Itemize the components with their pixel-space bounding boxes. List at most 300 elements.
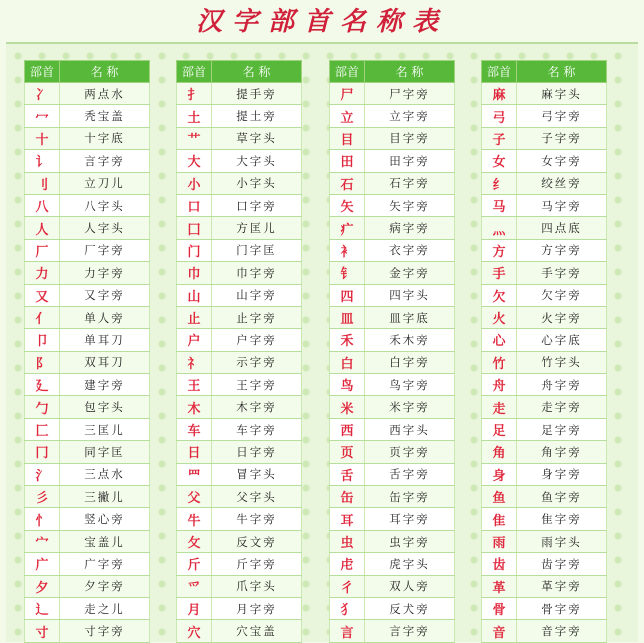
radical-cell: 父 (177, 486, 212, 508)
radical-name-cell: 手字旁 (517, 262, 607, 284)
table-row (330, 463, 455, 485)
radical-table-3 (329, 60, 455, 643)
radical-cell: 身 (482, 463, 517, 485)
radical-name-cell: 言字旁 (60, 150, 150, 172)
radical-name-cell: 建字旁 (60, 374, 150, 396)
radical-cell: 匚 (25, 418, 60, 440)
table-row (330, 306, 455, 328)
table-row (482, 150, 607, 172)
radical-cell: 走 (482, 396, 517, 418)
table-row (482, 306, 607, 328)
table-row (25, 127, 150, 149)
radical-cell: 八 (25, 194, 60, 216)
radical-cell: 艹 (177, 127, 212, 149)
radical-name-cell: 雨字头 (517, 530, 607, 552)
table-row (482, 194, 607, 216)
radical-cell: 四 (330, 284, 365, 306)
radical-name-cell: 衣字旁 (365, 239, 455, 261)
radical-name-cell: 巾字旁 (212, 262, 302, 284)
radical-cell: 彳 (330, 575, 365, 597)
table-row (25, 463, 150, 485)
table-row (482, 620, 607, 642)
radical-cell: 革 (482, 575, 517, 597)
table-row (482, 418, 607, 440)
table-row (177, 194, 302, 216)
radical-cell: 女 (482, 150, 517, 172)
radical-name-cell: 弓字旁 (517, 105, 607, 127)
table-row (330, 217, 455, 239)
radical-cell: 巾 (177, 262, 212, 284)
radical-cell: 角 (482, 441, 517, 463)
radical-name-cell: 王字旁 (212, 374, 302, 396)
radical-name-cell: 广字旁 (60, 553, 150, 575)
radical-cell: 尸 (330, 83, 365, 105)
radical-cell: 疒 (330, 217, 365, 239)
table-row (330, 553, 455, 575)
radical-cell: 氵 (25, 463, 60, 485)
radical-cell: 方 (482, 239, 517, 261)
table-row (177, 150, 302, 172)
header-name: 名 称 (517, 61, 607, 83)
header-name: 名 称 (365, 61, 455, 83)
radical-cell: 小 (177, 172, 212, 194)
radical-cell: 日 (177, 441, 212, 463)
radical-name-cell: 身字旁 (517, 463, 607, 485)
radical-cell: 舟 (482, 374, 517, 396)
radical-cell: 立 (330, 105, 365, 127)
radical-name-cell: 反犬旁 (365, 597, 455, 619)
header-radical: 部首 (330, 61, 365, 83)
header-name: 名 称 (212, 61, 302, 83)
radical-name-cell: 提土旁 (212, 105, 302, 127)
radical-cell: 扌 (177, 83, 212, 105)
table-row (177, 553, 302, 575)
radical-name-cell: 单人旁 (60, 306, 150, 328)
radical-name-cell: 欠字旁 (517, 284, 607, 306)
table-header-row (330, 61, 455, 83)
radical-name-cell: 力字旁 (60, 262, 150, 284)
table-row (177, 396, 302, 418)
radical-cell: 厂 (25, 239, 60, 261)
table-row (25, 486, 150, 508)
radical-cell: 王 (177, 374, 212, 396)
radical-name-cell: 日字旁 (212, 441, 302, 463)
table-row (25, 396, 150, 418)
table-row (330, 418, 455, 440)
radical-name-cell: 石字旁 (365, 172, 455, 194)
radical-cell: 广 (25, 553, 60, 575)
table-row (330, 486, 455, 508)
radical-name-cell: 矢字旁 (365, 194, 455, 216)
table-row (330, 530, 455, 552)
radical-cell: 皿 (330, 306, 365, 328)
radical-cell: 卩 (25, 329, 60, 351)
radical-cell: 虍 (330, 553, 365, 575)
radical-name-cell: 白字旁 (365, 351, 455, 373)
table-row (330, 351, 455, 373)
radical-name-cell: 止字旁 (212, 306, 302, 328)
radical-name-cell: 麻字头 (517, 83, 607, 105)
radical-cell: 勹 (25, 396, 60, 418)
table-row (330, 284, 455, 306)
radical-name-cell: 隹字旁 (517, 508, 607, 530)
radical-name-cell: 同字匡 (60, 441, 150, 463)
radical-cell: 亻 (25, 306, 60, 328)
radical-cell: 米 (330, 396, 365, 418)
table-row (25, 418, 150, 440)
radical-name-cell: 角字旁 (517, 441, 607, 463)
radical-name-cell: 革字旁 (517, 575, 607, 597)
radical-name-cell: 秃宝盖 (60, 105, 150, 127)
table-row (482, 508, 607, 530)
radical-cell: 刂 (25, 172, 60, 194)
radical-name-cell: 竹字头 (517, 351, 607, 373)
radical-cell: 冫 (25, 83, 60, 105)
radical-cell: 齿 (482, 553, 517, 575)
radical-cell: 又 (25, 284, 60, 306)
table-row (25, 83, 150, 105)
radical-name-cell: 皿字底 (365, 306, 455, 328)
radical-cell: 虫 (330, 530, 365, 552)
table-row (177, 486, 302, 508)
table-row (330, 597, 455, 619)
radical-cell: 欠 (482, 284, 517, 306)
radical-name-cell: 宝盖儿 (60, 530, 150, 552)
table-row (177, 83, 302, 105)
table-row (25, 575, 150, 597)
radical-cell: 西 (330, 418, 365, 440)
table-row (25, 306, 150, 328)
table-row (330, 396, 455, 418)
radical-name-cell: 三点水 (60, 463, 150, 485)
radical-cell: 骨 (482, 597, 517, 619)
header-name: 名 称 (60, 61, 150, 83)
radical-name-cell: 单耳刀 (60, 329, 150, 351)
table-row (482, 262, 607, 284)
radical-cell: 十 (25, 127, 60, 149)
radical-name-cell: 言字旁 (365, 620, 455, 642)
radical-name-cell: 缶字旁 (365, 486, 455, 508)
radical-name-cell: 田字旁 (365, 150, 455, 172)
table-row (330, 105, 455, 127)
table-row (330, 83, 455, 105)
radical-name-cell: 鱼字旁 (517, 486, 607, 508)
table-row (482, 463, 607, 485)
radical-cell: 穴 (177, 620, 212, 642)
radical-name-cell: 女字旁 (517, 150, 607, 172)
radical-cell: 阝 (25, 351, 60, 373)
radical-name-cell: 又字旁 (60, 284, 150, 306)
table-row (177, 262, 302, 284)
table-row (177, 217, 302, 239)
radical-name-cell: 禾木旁 (365, 329, 455, 351)
radical-name-cell: 走字旁 (517, 396, 607, 418)
radical-cell: 力 (25, 262, 60, 284)
radical-name-cell: 穴宝盖 (212, 620, 302, 642)
radical-cell: 冂 (25, 441, 60, 463)
radical-name-cell: 木字旁 (212, 396, 302, 418)
radical-cell: 纟 (482, 172, 517, 194)
table-row (482, 105, 607, 127)
radical-cell: 手 (482, 262, 517, 284)
radical-name-cell: 十字底 (60, 127, 150, 149)
radical-cell: 白 (330, 351, 365, 373)
radical-name-cell: 虫字旁 (365, 530, 455, 552)
table-row (177, 508, 302, 530)
radical-name-cell: 三匡儿 (60, 418, 150, 440)
radical-cell: 禾 (330, 329, 365, 351)
radical-cell: 门 (177, 239, 212, 261)
radical-cell: 讠 (25, 150, 60, 172)
table-row (482, 530, 607, 552)
table-row (25, 262, 150, 284)
radical-cell: 廴 (25, 374, 60, 396)
table-row (177, 172, 302, 194)
table-row (482, 374, 607, 396)
table-row (25, 553, 150, 575)
radical-name-cell: 西字头 (365, 418, 455, 440)
radical-name-cell: 方字旁 (517, 239, 607, 261)
radical-name-cell: 口字旁 (212, 194, 302, 216)
radical-name-cell: 页字旁 (365, 441, 455, 463)
radical-cell: 宀 (25, 530, 60, 552)
radical-name-cell: 户字旁 (212, 329, 302, 351)
radical-cell: 竹 (482, 351, 517, 373)
radical-name-cell: 鸟字旁 (365, 374, 455, 396)
radical-name-cell: 山字旁 (212, 284, 302, 306)
radical-cell: 止 (177, 306, 212, 328)
radical-cell: 衤 (330, 239, 365, 261)
radical-name-cell: 四点底 (517, 217, 607, 239)
radical-cell: 寸 (25, 620, 60, 642)
radical-name-cell: 提手旁 (212, 83, 302, 105)
table-row (25, 239, 150, 261)
table-row (25, 441, 150, 463)
table-row (25, 150, 150, 172)
radical-name-cell: 绞丝旁 (517, 172, 607, 194)
radical-cell: 囗 (177, 217, 212, 239)
radical-name-cell: 八字头 (60, 194, 150, 216)
table-row (482, 239, 607, 261)
radical-cell: 爫 (177, 575, 212, 597)
table-row (177, 441, 302, 463)
table-row (330, 575, 455, 597)
radical-cell: 隹 (482, 508, 517, 530)
radical-name-cell: 骨字旁 (517, 597, 607, 619)
radical-cell: 钅 (330, 262, 365, 284)
radical-cell: 田 (330, 150, 365, 172)
radical-table-4 (481, 60, 607, 643)
radical-name-cell: 方匡儿 (212, 217, 302, 239)
table-row (482, 329, 607, 351)
table-row (25, 508, 150, 530)
table-row (482, 441, 607, 463)
radical-cell: 页 (330, 441, 365, 463)
table-row (482, 597, 607, 619)
radical-name-cell: 包字头 (60, 396, 150, 418)
radical-cell: 罒 (177, 463, 212, 485)
radical-cell: 斤 (177, 553, 212, 575)
radical-name-cell: 竖心旁 (60, 508, 150, 530)
table-row (25, 172, 150, 194)
radical-name-cell: 牛字旁 (212, 508, 302, 530)
table-row (25, 597, 150, 619)
radical-cell: 目 (330, 127, 365, 149)
radical-name-cell: 音字旁 (517, 620, 607, 642)
table-row (330, 329, 455, 351)
radical-name-cell: 耳字旁 (365, 508, 455, 530)
table-row (25, 194, 150, 216)
table-row (482, 83, 607, 105)
radical-cell: 灬 (482, 217, 517, 239)
radical-cell: 夕 (25, 575, 60, 597)
radical-name-cell: 人字头 (60, 217, 150, 239)
radical-cell: 石 (330, 172, 365, 194)
radical-cell: 大 (177, 150, 212, 172)
radical-name-cell: 心字底 (517, 329, 607, 351)
radical-name-cell: 大字头 (212, 150, 302, 172)
radical-name-cell: 虎字头 (365, 553, 455, 575)
radical-cell: 弓 (482, 105, 517, 127)
radical-name-cell: 舟字旁 (517, 374, 607, 396)
radical-name-cell: 马字旁 (517, 194, 607, 216)
radical-cell: 耳 (330, 508, 365, 530)
table-row (330, 374, 455, 396)
radical-name-cell: 小字头 (212, 172, 302, 194)
table-row (177, 374, 302, 396)
radical-name-cell: 四字头 (365, 284, 455, 306)
table-row (482, 396, 607, 418)
radical-name-cell: 足字旁 (517, 418, 607, 440)
table-row (330, 508, 455, 530)
table-row (25, 217, 150, 239)
table-row (330, 150, 455, 172)
radical-table-1 (24, 60, 150, 643)
radical-cell: 月 (177, 597, 212, 619)
radical-cell: 足 (482, 418, 517, 440)
radical-cell: 土 (177, 105, 212, 127)
table-row (25, 284, 150, 306)
radical-name-cell: 目字旁 (365, 127, 455, 149)
table-row (177, 418, 302, 440)
radical-name-cell: 父字头 (212, 486, 302, 508)
radical-cell: 冖 (25, 105, 60, 127)
radical-cell: 火 (482, 306, 517, 328)
table-row (482, 127, 607, 149)
radical-cell: 麻 (482, 83, 517, 105)
table-row (330, 194, 455, 216)
radical-cell: 舌 (330, 463, 365, 485)
radical-name-cell: 冒字头 (212, 463, 302, 485)
header-radical: 部首 (25, 61, 60, 83)
table-row (177, 105, 302, 127)
table-row (177, 575, 302, 597)
radical-name-cell: 月字旁 (212, 597, 302, 619)
radical-name-cell: 双人旁 (365, 575, 455, 597)
table-row (25, 374, 150, 396)
radical-name-cell: 金字旁 (365, 262, 455, 284)
radical-name-cell: 反文旁 (212, 530, 302, 552)
table-row (177, 329, 302, 351)
radical-cell: 言 (330, 620, 365, 642)
table-row (177, 306, 302, 328)
table-header-row (25, 61, 150, 83)
radical-table-2 (176, 60, 302, 643)
radical-cell: 犭 (330, 597, 365, 619)
table-row (25, 530, 150, 552)
radical-name-cell: 寸字旁 (60, 620, 150, 642)
radical-name-cell: 车字旁 (212, 418, 302, 440)
radical-cell: 音 (482, 620, 517, 642)
radical-cell: 户 (177, 329, 212, 351)
table-row (330, 262, 455, 284)
radical-cell: 礻 (177, 351, 212, 373)
table-row (482, 575, 607, 597)
radical-cell: 子 (482, 127, 517, 149)
table-row (177, 239, 302, 261)
table-row (482, 217, 607, 239)
table-row (177, 351, 302, 373)
radical-name-cell: 斤字旁 (212, 553, 302, 575)
table-row (177, 463, 302, 485)
radical-name-cell: 夕字旁 (60, 575, 150, 597)
table-row (177, 284, 302, 306)
table-row (482, 351, 607, 373)
radical-name-cell: 两点水 (60, 83, 150, 105)
table-row (330, 620, 455, 642)
header-radical: 部首 (177, 61, 212, 83)
radical-name-cell: 火字旁 (517, 306, 607, 328)
radical-cell: 马 (482, 194, 517, 216)
radical-cell: 缶 (330, 486, 365, 508)
table-row (482, 172, 607, 194)
radical-name-cell: 门字匡 (212, 239, 302, 261)
radical-name-cell: 病字旁 (365, 217, 455, 239)
radical-cell: 心 (482, 329, 517, 351)
table-header-row (177, 61, 302, 83)
table-row (177, 620, 302, 642)
radical-cell: 山 (177, 284, 212, 306)
radical-cell: 忄 (25, 508, 60, 530)
radical-cell: 牛 (177, 508, 212, 530)
table-row (25, 329, 150, 351)
radical-cell: 车 (177, 418, 212, 440)
radical-name-cell: 子字旁 (517, 127, 607, 149)
radical-name-cell: 草字头 (212, 127, 302, 149)
radical-cell: 木 (177, 396, 212, 418)
table-row (482, 486, 607, 508)
radical-cell: 雨 (482, 530, 517, 552)
radical-cell: 鸟 (330, 374, 365, 396)
radical-name-cell: 走之儿 (60, 597, 150, 619)
table-row (25, 105, 150, 127)
table-row (25, 351, 150, 373)
table-row (330, 127, 455, 149)
radical-name-cell: 爪字头 (212, 575, 302, 597)
radical-name-cell: 齿字旁 (517, 553, 607, 575)
table-row (177, 127, 302, 149)
table-row (177, 597, 302, 619)
radical-cell: 攵 (177, 530, 212, 552)
radical-name-cell: 舌字旁 (365, 463, 455, 485)
table-row (330, 441, 455, 463)
radical-name-cell: 双耳刀 (60, 351, 150, 373)
radical-cell: 彡 (25, 486, 60, 508)
page-title: 汉字部首名称表 (195, 7, 448, 37)
radical-name-cell: 立字旁 (365, 105, 455, 127)
radical-name-cell: 立刀儿 (60, 172, 150, 194)
radical-cell: 辶 (25, 597, 60, 619)
